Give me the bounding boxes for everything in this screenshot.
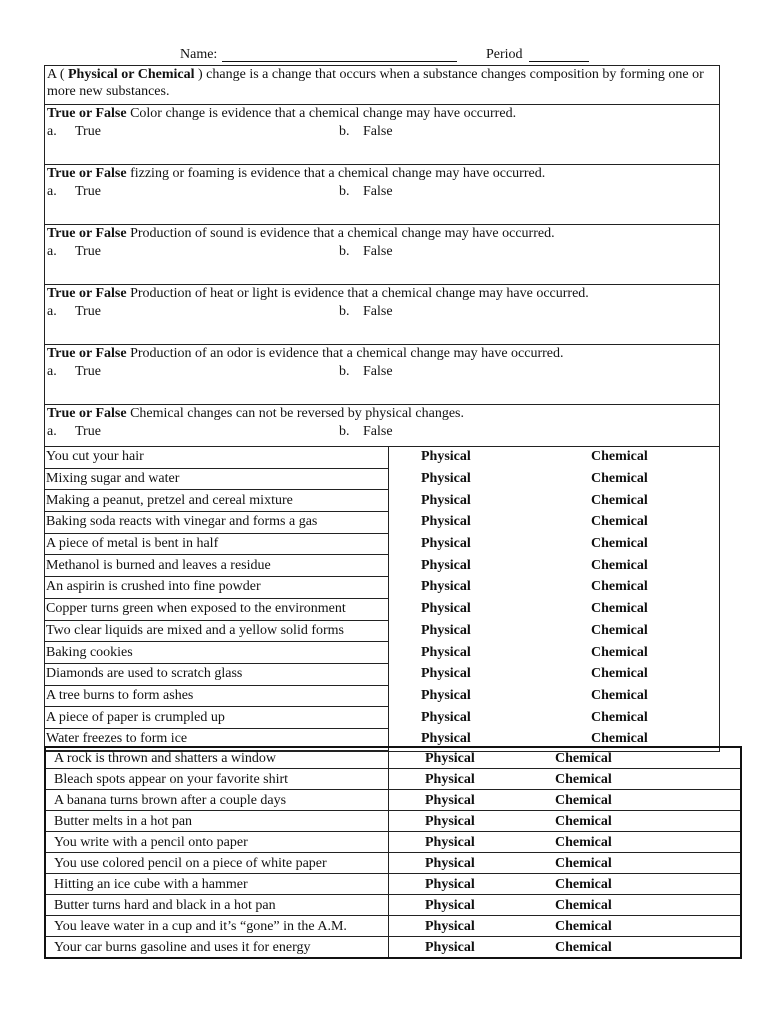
question-text: [45, 345, 719, 362]
name-blank[interactable]: [222, 61, 457, 62]
option-false[interactable]: [339, 243, 393, 260]
change-description: Diamonds are used to scratch glass: [45, 663, 389, 685]
intro-prefix: A (: [47, 67, 65, 82]
change-description: You cut your hair: [45, 447, 389, 468]
intro-bold-choice[interactable]: Physical or Chemical: [68, 67, 195, 82]
question-text: [45, 165, 719, 182]
option-letter-b: b.: [339, 364, 350, 379]
option-letter-b: b.: [339, 424, 350, 439]
choice-physical[interactable]: Physical: [389, 790, 556, 811]
option-label-false: False: [363, 184, 393, 199]
option-letter-b: b.: [339, 244, 350, 259]
option-letter-a: a.: [47, 124, 57, 139]
choice-chemical[interactable]: Chemical: [591, 533, 719, 555]
choice-chemical[interactable]: Chemical: [591, 707, 719, 729]
choice-physical[interactable]: Physical: [425, 939, 475, 955]
option-letter-a: a.: [47, 364, 57, 379]
choice-physical[interactable]: Physical: [389, 577, 592, 599]
option-label-true: True: [75, 124, 101, 139]
choice-physical[interactable]: Physical: [389, 598, 592, 620]
change-description: You leave water in a cup and it’s “gone” in the A.M.: [46, 916, 389, 937]
question-text: [45, 285, 719, 302]
option-label-false: False: [363, 304, 393, 319]
option-label-true: True: [75, 244, 101, 259]
choice-chemical[interactable]: Chemical: [591, 468, 719, 490]
true-false-question: [45, 405, 719, 447]
classification-frame-2: [44, 746, 742, 959]
change-description: Mixing sugar and water: [45, 468, 389, 490]
table-row: [46, 832, 740, 853]
option-true[interactable]: [47, 183, 101, 200]
choice-physical[interactable]: Physical: [389, 447, 592, 468]
change-description: Two clear liquids are mixed and a yellow solid forms: [45, 620, 389, 642]
table-row: [45, 707, 719, 729]
option-letter-b: b.: [339, 124, 350, 139]
option-label-false: False: [363, 424, 393, 439]
table-row: [45, 533, 719, 555]
option-letter-a: a.: [47, 304, 57, 319]
table-row: [45, 685, 719, 707]
table-row: [46, 895, 740, 916]
option-letter-a: a.: [47, 424, 57, 439]
change-description: Making a peanut, pretzel and cereal mixture: [45, 490, 389, 512]
question-statement: Production of sound is evidence that a chemical change may have occurred.: [130, 226, 555, 241]
change-description: Water freezes to form ice: [45, 728, 389, 750]
classification-table-1: [45, 447, 719, 751]
table-row: [45, 642, 719, 664]
table-row: [46, 769, 740, 790]
change-description: You write with a pencil onto paper: [46, 832, 389, 853]
option-letter-a: a.: [47, 244, 57, 259]
true-false-question: [45, 225, 719, 285]
table-row: [46, 790, 740, 811]
true-false-section: [45, 105, 719, 447]
question-text: [45, 225, 719, 242]
choice-chemical[interactable]: Chemical: [555, 790, 740, 811]
option-label-true: True: [75, 304, 101, 319]
table-row: [45, 468, 719, 490]
option-label-false: False: [363, 244, 393, 259]
question-text: [45, 105, 719, 122]
choice-physical[interactable]: Physical: [389, 555, 592, 577]
period-label: Period: [486, 47, 523, 62]
question-statement: Color change is evidence that a chemical change may have occurred.: [130, 106, 517, 121]
question-statement: fizzing or foaming is evidence that a chemical change may have occurred.: [130, 166, 546, 181]
change-description: Baking cookies: [45, 642, 389, 664]
worksheet-frame: [44, 65, 720, 752]
choice-chemical[interactable]: Chemical: [555, 853, 740, 874]
table-row: [46, 811, 740, 832]
choice-chemical[interactable]: Chemical: [591, 598, 719, 620]
true-false-lead: True or False: [47, 166, 127, 181]
table-row: [46, 853, 740, 874]
choice-physical[interactable]: Physical: [389, 874, 556, 895]
choice-chemical[interactable]: Chemical: [555, 895, 740, 916]
name-label: Name:: [180, 47, 218, 62]
intro-suffix: ) change is a change that occurs when a substance changes composition by forming one or more new substances.: [47, 67, 704, 99]
option-true[interactable]: [47, 303, 101, 320]
choice-physical[interactable]: Physical: [389, 811, 556, 832]
change-description: A rock is thrown and shatters a window: [46, 748, 389, 769]
change-description: A piece of metal is bent in half: [45, 533, 389, 555]
choice-physical[interactable]: Physical: [389, 533, 592, 555]
option-false[interactable]: [339, 423, 393, 440]
choice-physical[interactable]: Physical: [389, 895, 556, 916]
table-row: [45, 555, 719, 577]
choice-physical[interactable]: Physical: [389, 685, 592, 707]
choice-chemical[interactable]: Chemical: [591, 490, 719, 512]
option-true[interactable]: [47, 243, 101, 260]
option-false[interactable]: [339, 303, 393, 320]
true-false-question: [45, 285, 719, 345]
option-letter-b: b.: [339, 184, 350, 199]
choice-physical[interactable]: Physical: [389, 512, 592, 534]
true-false-lead: True or False: [47, 406, 127, 421]
choice-chemical[interactable]: Chemical: [555, 874, 740, 895]
table-row: [45, 577, 719, 599]
table-row: [45, 447, 719, 468]
question-statement: Chemical changes can not be reversed by physical changes.: [130, 406, 465, 421]
table-row: [46, 916, 740, 937]
classification-table-2: [46, 748, 740, 957]
choice-chemical[interactable]: Chemical: [555, 916, 740, 937]
change-description: A piece of paper is crumpled up: [45, 707, 389, 729]
table-row: [46, 748, 740, 769]
choice-physical[interactable]: Physical: [389, 769, 556, 790]
change-description: Butter melts in a hot pan: [46, 811, 389, 832]
question-text: [45, 405, 719, 422]
choice-chemical[interactable]: Chemical: [555, 832, 740, 853]
true-false-lead: True or False: [47, 106, 127, 121]
choice-physical[interactable]: Physical: [389, 728, 592, 750]
change-description: An aspirin is crushed into fine powder: [45, 577, 389, 599]
change-description: Copper turns green when exposed to the environment: [45, 598, 389, 620]
option-label-true: True: [75, 364, 101, 379]
true-false-lead: True or False: [47, 286, 127, 301]
change-description: Butter turns hard and black in a hot pan: [46, 895, 389, 916]
choice-chemical[interactable]: Chemical: [591, 620, 719, 642]
choice-physical[interactable]: Physical: [389, 853, 556, 874]
table-row: [46, 937, 740, 958]
choice-chemical[interactable]: Chemical: [591, 728, 719, 750]
choice-physical[interactable]: Physical: [389, 490, 592, 512]
choice-physical[interactable]: Physical: [389, 832, 556, 853]
choice-chemical[interactable]: Chemical: [555, 811, 740, 832]
worksheet-header: [0, 45, 770, 65]
option-label-true: True: [75, 424, 101, 439]
choice-chemical[interactable]: Chemical: [591, 577, 719, 599]
change-description: A tree burns to form ashes: [45, 685, 389, 707]
true-false-lead: True or False: [47, 346, 127, 361]
change-description: Your car burns gasoline and uses it for energy: [46, 937, 389, 958]
true-false-question: [45, 345, 719, 405]
period-blank[interactable]: [529, 61, 589, 62]
choice-chemical[interactable]: Chemical: [555, 769, 740, 790]
choice-chemical[interactable]: Chemical: [591, 685, 719, 707]
choice-physical[interactable]: Physical: [389, 707, 592, 729]
question-statement: Production of heat or light is evidence that a chemical change may have occurred.: [130, 286, 589, 301]
choice-chemical[interactable]: Chemical: [591, 512, 719, 534]
option-true[interactable]: [47, 123, 101, 140]
table-row: [45, 490, 719, 512]
table-row: [45, 620, 719, 642]
question-statement: Production of an odor is evidence that a chemical change may have occurred.: [130, 346, 564, 361]
option-letter-b: b.: [339, 304, 350, 319]
option-true[interactable]: [47, 363, 101, 380]
change-description: Hitting an ice cube with a hammer: [46, 874, 389, 895]
option-letter-a: a.: [47, 184, 57, 199]
intro-question: [45, 66, 719, 105]
change-description: A banana turns brown after a couple days: [46, 790, 389, 811]
true-false-question: [45, 165, 719, 225]
change-description: Methanol is burned and leaves a residue: [45, 555, 389, 577]
option-false[interactable]: [339, 183, 393, 200]
choice-chemical[interactable]: Chemical: [591, 447, 719, 468]
choice-physical[interactable]: Physical: [389, 642, 592, 664]
table-row: [45, 663, 719, 685]
option-label-false: False: [363, 364, 393, 379]
true-false-question: [45, 105, 719, 165]
choice-chemical[interactable]: Chemical: [555, 748, 740, 769]
choice-physical[interactable]: Physical: [389, 620, 592, 642]
change-description: You use colored pencil on a piece of white paper: [46, 853, 389, 874]
table-row: [46, 874, 740, 895]
option-label-true: True: [75, 184, 101, 199]
change-description: Bleach spots appear on your favorite shirt: [46, 769, 389, 790]
option-true[interactable]: [47, 423, 101, 440]
table-row: [45, 598, 719, 620]
choice-chemical[interactable]: Chemical: [555, 939, 612, 955]
change-description: Baking soda reacts with vinegar and forms a gas: [45, 512, 389, 534]
choice-chemical[interactable]: Chemical: [591, 642, 719, 664]
choice-chemical[interactable]: Chemical: [591, 555, 719, 577]
option-false[interactable]: [339, 363, 393, 380]
choice-chemical[interactable]: Chemical: [591, 663, 719, 685]
choice-physical[interactable]: Physical: [389, 468, 592, 490]
choice-physical[interactable]: Physical: [389, 916, 556, 937]
choice-physical[interactable]: Physical: [389, 748, 556, 769]
option-false[interactable]: [339, 123, 393, 140]
true-false-lead: True or False: [47, 226, 127, 241]
table-row: [45, 512, 719, 534]
choice-physical[interactable]: Physical: [389, 663, 592, 685]
option-label-false: False: [363, 124, 393, 139]
